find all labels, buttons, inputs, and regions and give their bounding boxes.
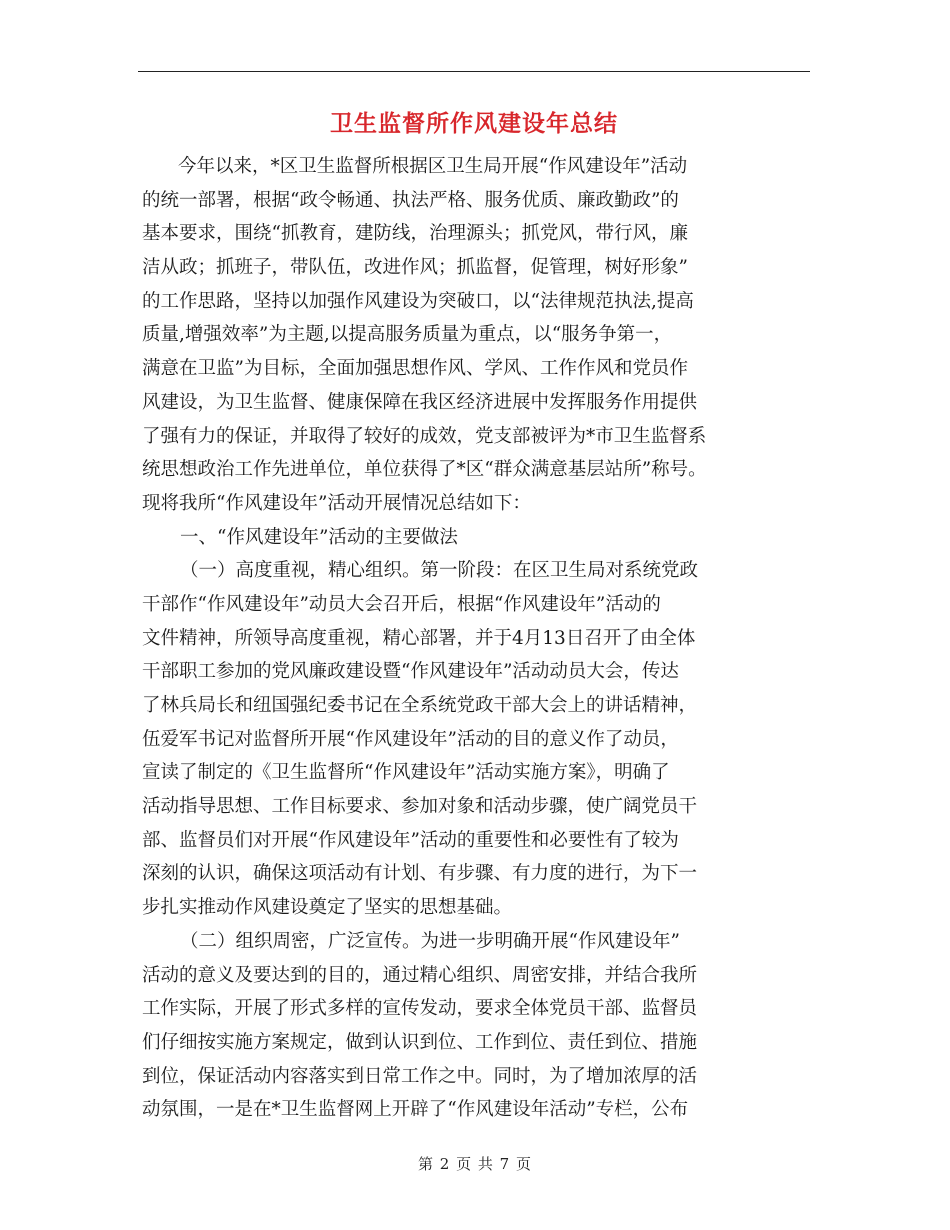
paragraph-line: 了林兵局长和纽国强纪委书记在全系统党政干部大会上的讲话精神， — [142, 695, 698, 716]
paragraph-line: 活动指导思想、工作目标要求、参加对象和活动步骤，使广阔党员干 — [142, 796, 698, 818]
paragraph-line: 满意在卫监”为目标，全面加强思想作风、学风、工作作风和党员作 — [142, 358, 688, 380]
paragraph-line: 文件精神，所领导高度重视，精心部署，并于4月13日召开了由全体 — [142, 627, 696, 649]
paragraph-line: 的工作思路，坚持以加强作风建设为突破口，以“法律规范执法,提高 — [142, 290, 694, 312]
header-rule — [138, 71, 810, 72]
paragraph-line: 了强有力的保证，并取得了较好的成效，党支部被评为*市卫生监督系 — [142, 425, 707, 447]
paragraph-line: 干部作“作风建设年”动员大会召开后，根据“作风建设年”活动的 — [142, 593, 661, 615]
paragraph-line: 统思想政治工作先进单位，单位获得了*区“群众满意基层站所”称号。 — [142, 459, 707, 481]
paragraph-line: 步扎实推动作风建设奠定了坚实的思想基础。 — [142, 897, 513, 919]
paragraph-line: 动氛围，一是在*卫生监督网上开辟了“作风建设年活动”专栏，公布 — [142, 1099, 689, 1121]
paragraph-line: 深刻的认识，确保这项活动有计划、有步骤、有力度的进行，为下一 — [142, 863, 698, 885]
paragraph-line: 今年以来，*区卫生监督所根据区卫生局开展“作风建设年”活动 — [178, 156, 688, 177]
section-heading: 一、“作风建设年”活动的主要做法 — [180, 526, 458, 548]
paragraph-line: 现将我所“作风建设年”活动开展情况总结如下： — [142, 492, 531, 514]
document-body — [142, 150, 814, 1127]
paragraph-line: 干部职工参加的党风廉政建设暨“作风建设年”活动动员大会，传达 — [142, 661, 679, 683]
paragraph-line: 质量,增强效率”为主题,以提高服务质量为重点，以“服务争第一， — [142, 324, 673, 346]
paragraph-line: 工作实际，开展了形式多样的宣传发动，要求全体党员干部、监督员 — [142, 998, 698, 1020]
paragraph-line: 们仔细按实施方案规定，做到认识到位、工作到位、责任到位、措施 — [142, 1031, 698, 1053]
paragraph-line: 伍爱军书记对监督所开展“作风建设年”活动的目的意义作了动员， — [142, 728, 679, 750]
paragraph-line: 风建设，为卫生监督、健康保障在我区经济进展中发挥服务作用提供 — [142, 391, 698, 413]
paragraph-line: 基本要求，围绕“抓教育，建防线，治理源头；抓党风，带行风，廉 — [142, 223, 688, 245]
paragraph-line: （二）组织周密，广泛宣传。为进一步明确开展“作风建设年” — [180, 930, 680, 952]
paragraph-line: 部、监督员们对开展“作风建设年”活动的重要性和必要性有了较为 — [142, 829, 679, 851]
document-title: 卫生监督所作风建设年总结 — [330, 110, 618, 137]
paragraph-line: 的统一部署，根据“政令畅通、执法严格、服务优质、廉政勤政”的 — [142, 189, 679, 211]
page-number: 第 2 页 共 7 页 — [418, 1155, 532, 1173]
paragraph-line: 活动的意义及要达到的目的，通过精心组织、周密安排，并结合我所 — [142, 964, 698, 986]
paragraph-line: （一）高度重视，精心组织。第一阶段：在区卫生局对系统党政 — [180, 560, 699, 582]
paragraph-line: 洁从政；抓班子，带队伍，改进作风；抓监督，促管理，树好形象” — [142, 257, 688, 279]
paragraph-line: 到位，保证活动内容落实到日常工作之中。同时，为了增加浓厚的活 — [142, 1065, 698, 1087]
paragraph-line: 宣读了制定的《卫生监督所“作风建设年”活动实施方案》，明确了 — [142, 762, 670, 784]
